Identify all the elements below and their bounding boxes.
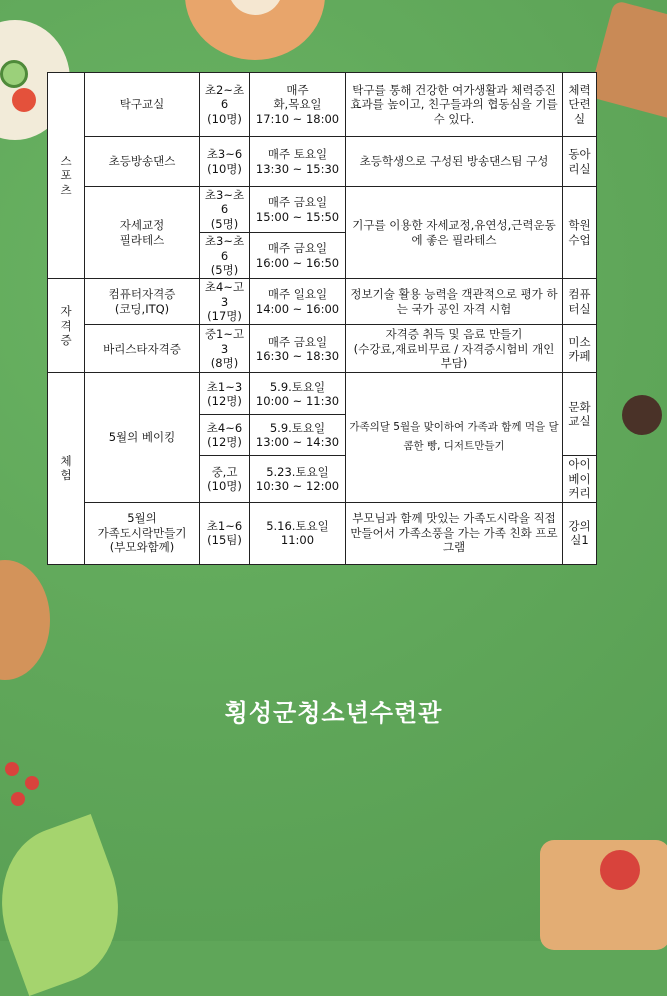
- category-experience: 체 험: [48, 373, 85, 564]
- table-row: [48, 137, 597, 187]
- program-schedule: 5.23.토요일 10:30 ~ 12:00: [250, 456, 346, 502]
- program-description: 가족의달 5월을 맞이하여 가족과 함께 먹을 달콤한 빵, 디저트만들기: [346, 373, 563, 502]
- table-row: [48, 187, 597, 233]
- program-name: 탁구교실: [85, 73, 200, 137]
- program-target: 중1~고3 (8명): [200, 325, 250, 373]
- category-certificate: 자 격 증: [48, 279, 85, 373]
- program-name: 초등방송댄스: [85, 137, 200, 187]
- program-target: 초3~초6 (5명): [200, 187, 250, 233]
- program-place: 강의실1: [563, 502, 597, 564]
- program-place: 학원수업: [563, 187, 597, 279]
- program-target: 초4~6 (12명): [200, 415, 250, 456]
- program-place: 문화교실: [563, 373, 597, 456]
- program-schedule: 매주 토요일 13:30 ~ 15:30: [250, 137, 346, 187]
- program-target: 초1~3 (12명): [200, 373, 250, 415]
- program-schedule: 매주 화,목요일 17:10 ~ 18:00: [250, 73, 346, 137]
- program-description: 초등학생으로 구성된 방송댄스팀 구성: [346, 137, 563, 187]
- table-row: [48, 73, 597, 137]
- program-target: 중,고 (10명): [200, 456, 250, 502]
- table-row: [48, 279, 597, 325]
- program-name: 5월의 가족도시락만들기 (부모와함께): [85, 502, 200, 564]
- program-target: 초1~6 (15팀): [200, 502, 250, 564]
- program-description: 부모님과 함께 맛있는 가족도시락을 직접 만들어서 가족소풍을 가는 가족 친화 프로그램: [346, 502, 563, 564]
- program-schedule: 매주 금요일 16:00 ~ 16:50: [250, 233, 346, 279]
- table-row: [48, 325, 597, 373]
- cucumber-slice-icon: [0, 60, 28, 88]
- program-schedule: 매주 일요일 14:00 ~ 16:00: [250, 279, 346, 325]
- program-schedule-table: [47, 72, 597, 565]
- program-target: 초3~초6 (5명): [200, 233, 250, 279]
- program-name: 5월의 베이킹: [85, 373, 200, 502]
- program-schedule: 5.16.토요일 11:00: [250, 502, 346, 564]
- program-place: 아이 베이커리: [563, 456, 597, 502]
- program-target: 초3~6 (10명): [200, 137, 250, 187]
- program-place: 컴퓨터실: [563, 279, 597, 325]
- program-place: 체력 단련실: [563, 73, 597, 137]
- program-schedule: 매주 금요일 15:00 ~ 15:50: [250, 187, 346, 233]
- program-description: 기구를 이용한 자세교정,유연성,근력운동에 좋은 필라테스: [346, 187, 563, 279]
- program-description: 자격증 취득 및 음료 만들기 (수강료,재료비무료 / 자격증시험비 개인부담): [346, 325, 563, 373]
- category-sports: 스 포 츠: [48, 73, 85, 279]
- tomato-slice-icon: [12, 88, 36, 112]
- binoculars-illustration: [622, 395, 662, 435]
- program-target: 초4~고3 (17명): [200, 279, 250, 325]
- organization-title: 횡성군청소년수련관: [224, 699, 443, 727]
- program-place: 미소카페: [563, 325, 597, 373]
- berry-icon: [5, 762, 19, 776]
- program-name: 자세교정 필라테스: [85, 187, 200, 279]
- program-name: 컴퓨터자격증 (코딩,ITQ): [85, 279, 200, 325]
- program-description: 정보기술 활용 능력을 객관적으로 평가 하는 국가 공인 자격 시험: [346, 279, 563, 325]
- program-schedule: 5.9.토요일 13:00 ~ 14:30: [250, 415, 346, 456]
- table-row: [48, 373, 597, 415]
- program-description: 탁구를 통해 건강한 여가생활과 체력증진 효과를 높이고, 친구들과의 협동심을 기를 수 있다.: [346, 73, 563, 137]
- program-place: 동아리실: [563, 137, 597, 187]
- program-name: 바리스타자격증: [85, 325, 200, 373]
- apple-icon: [600, 850, 640, 890]
- program-target: 초2~초6 (10명): [200, 73, 250, 137]
- table-row: [48, 502, 597, 564]
- program-schedule: 매주 금요일 16:30 ~ 18:30: [250, 325, 346, 373]
- program-schedule: 5.9.토요일 10:00 ~ 11:30: [250, 373, 346, 415]
